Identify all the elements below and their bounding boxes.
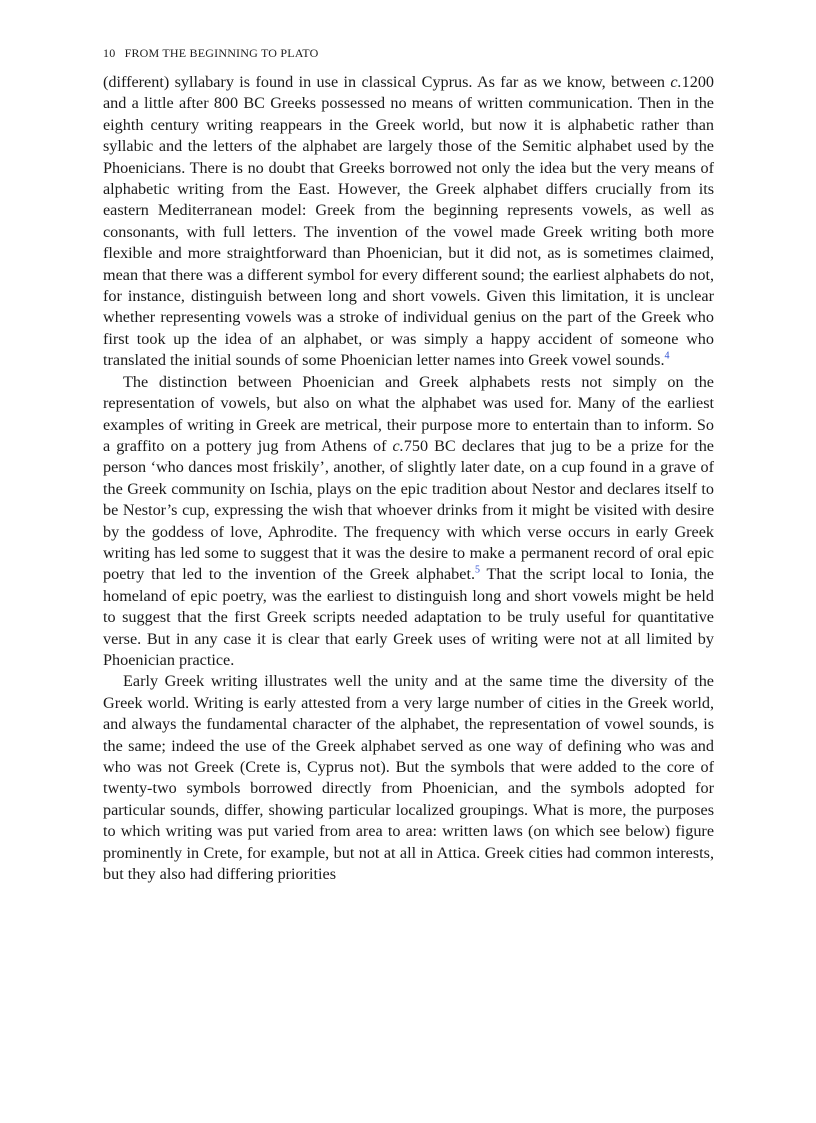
footnote-ref-5[interactable]: 5 [475,564,480,576]
book-page [103,44,714,885]
running-title: FROM THE BEGINNING TO PLATO [124,46,319,60]
paragraph-1 [103,72,714,372]
paragraph-3-text: Early Greek writing illustrates well the unity and at the same time the diversity of the Greek world. Writing is early attested from a very large number of cities in the Greek world, and always the fundamental character of the alphabet, the representation of vowel sounds, is the same; indeed the use of the Greek alphabet served as one way of defining who was and who was not Greek (Crete is, Cyprus not). But the symbols that were added to the core of twenty-two symbols borrowed directly from Phoenician, and the symbols adopted for particular sounds, differ, showing particular localized groupings. What is more, the purposes to which writing was put varied from area to area: written laws (on which see below) figure prominently in Crete, for example, but not at all in Attica. Greek cities had common interests, but they also had differing priorities [103,672,714,884]
footnote-ref-4[interactable]: 4 [664,350,670,362]
paragraph-2-text-c: That the script local to Ionia, the homeland of epic poetry, was the earliest to distinguish long and short vowels might be held to suggest that the first Greek scripts needed adaptation to be truly useful for quantitative verse. But in any case it is clear that early Greek uses of writing were not at all limited by Phoenician practice. [103,565,714,669]
paragraph-1-circa: c. [670,73,682,91]
paragraph-2 [103,372,714,672]
paragraph-1-text-b: 1200 and a little after 800 BC Greeks possessed no means of written communication. Then in the eighth century writing reappears in the Greek world, but now it is alphabetic rather than syllabic and the letters of the alphabet are largely those of the Semitic alphabet used by the Phoenicians. There is no doubt that Greeks borrowed not only the idea but the very means of alphabetic writing from the East. However, the Greek alphabet differs crucially from its eastern Mediterranean model: Greek from the beginning represents vowels, as well as consonants, with full letters. The invention of the vowel made Greek writing both more flexible and more straightforward than Phoenician, but it did not, as is sometimes claimed, mean that there was a different symbol for every different sound; the earliest alphabets do not, for instance, distinguish between long and short vowels. Given this limitation, it is unclear whether representing vowels was a stroke of individual genius on the part of the Greek who first took up the idea of an alphabet, or was simply a happy accident of someone who translated the initial sounds of some Phoenician letter names into Greek vowel sounds. [103,73,714,370]
paragraph-2-text-b: 750 BC declares that jug to be a prize for the person ‘who dances most friskily’, another, of slightly later date, on a cup found in a grave of the Greek community on Ischia, plays on the epic tradition about Nestor and declares itself to be Nestor’s cup, expressing the wish that whoever drinks from it might be visited with desire by the goddess of love, Aphrodite. The frequency with which verse occurs in early Greek writing has led some to suggest that it was the desire to make a permanent record of oral epic poetry that led to the invention of the Greek alphabet. [103,436,714,584]
running-head [103,44,714,62]
page-number: 10 [103,46,116,60]
paragraph-3 [103,671,714,885]
paragraph-2-text-a: The distinction between Phoenician and Greek alphabets rests not simply on the representation of vowels, but also on what the alphabet was used for. Many of the earliest examples of writing in Greek are metrical, their purpose more to entertain than to inform. So a graffito on a pottery jug from Athens of [103,372,714,455]
paragraph-1-text-a: (different) syllabary is found in use in classical Cyprus. As far as we know, between [103,73,671,91]
paragraph-2-circa: c. [392,436,404,455]
